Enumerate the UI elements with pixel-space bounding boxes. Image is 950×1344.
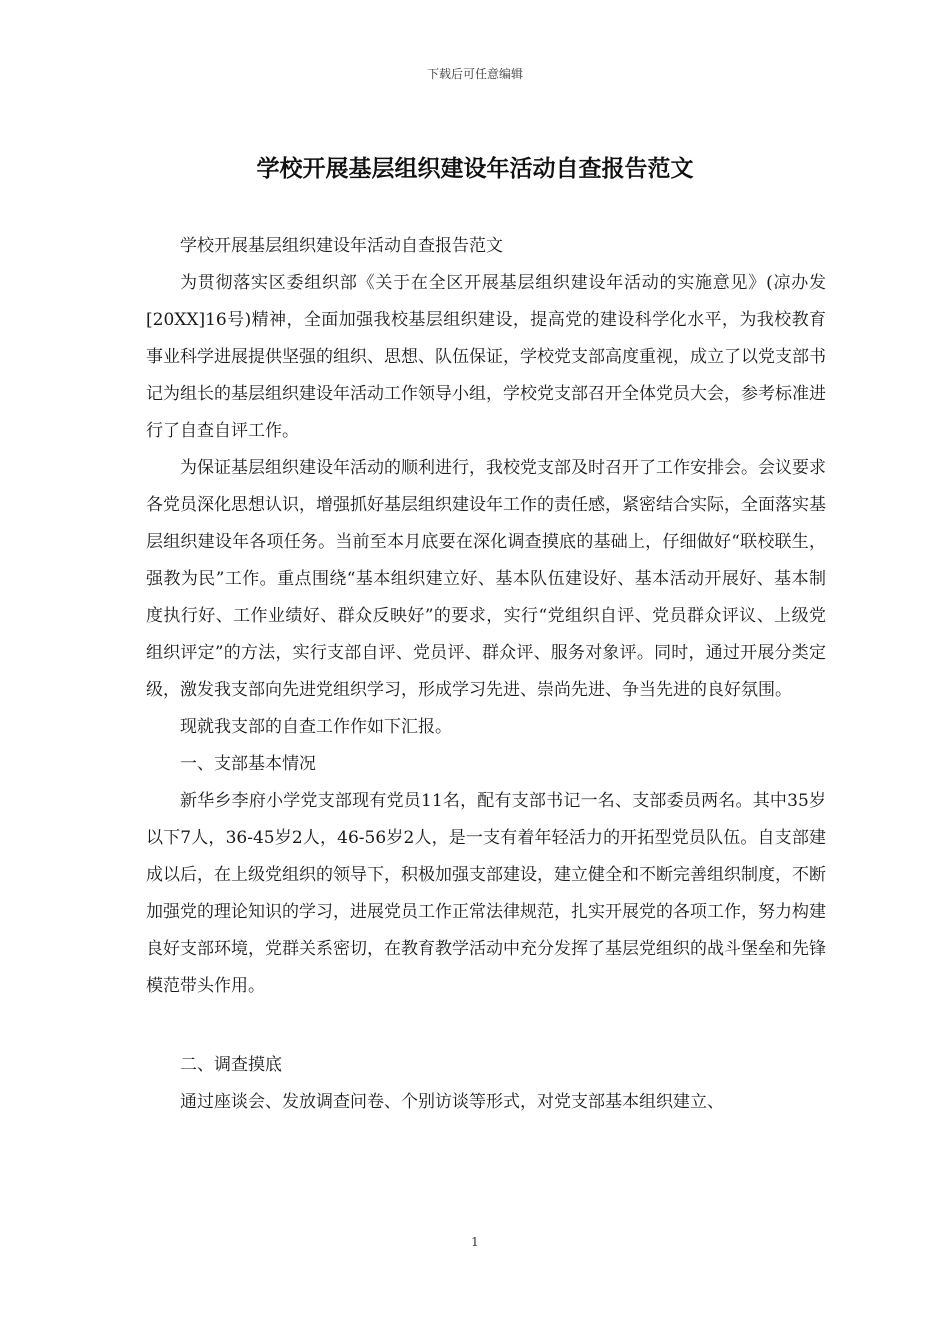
- page-header-note: 下载后可任意编辑: [426, 67, 523, 81]
- document-title: 学校开展基层组织建设年活动自查报告范文: [256, 155, 694, 182]
- page-number: 1: [471, 1235, 479, 1249]
- section-heading-1: 一、支部基本情况: [180, 754, 316, 774]
- paragraph-intro: 为贯彻落实区委组织部《关于在全区开展基层组织建设年活动的实施意见》(凉办发[20XX]16号)精神，全面加强我校基层组织建设，提高党的建设科学化水平，为我校教育事业科学进展提供坚强的组织、思想、队伍保证，学校党支部高度重视，成立了以党支部书记为组长的基层组织建设年活动工作领导小组，学校党支部召开全体党员大会，参考标准进行了自查自评工作。: [146, 273, 826, 441]
- section-gap: [146, 1005, 826, 1047]
- paragraph-branch-info: 新华乡李府小学党支部现有党员11名，配有支部书记一名、支部委员两名。其中35岁以下7人，36-45岁2人，46-56岁2人，是一支有着年轻活力的开拓型党员队伍。自支部建成以后，在上级党组织的领导下，积极加强支部建设，建立健全和不断完善组织制度，不断加强党的理论知识的学习，进展党员工作正常法律规范，扎实开展党的各项工作，努力构建良好支部环境，党群关系密切，在教育教学活动中充分发挥了基层党组织的战斗堡垒和先锋模范带头作用。: [146, 791, 826, 996]
- paragraph-arrangement: 为保证基层组织建设年活动的顺利进行，我校党支部及时召开了工作安排会。会议要求各党员深化思想认识，增强抓好基层组织建设年工作的责任感，紧密结合实际，全面落实基层组织建设年各项任务。当前至本月底要在深化调查摸底的基础上，仔细做好“联校联生，强教为民”工作。重点围绕“基本组织建立好、基本队伍建设好、基本活动开展好、基本制度执行好、工作业绩好、群众反映好”的要求，实行“党组织自评、党员群众评议、上级党组织评定”的方法，实行支部自评、党员评、群众评、服务对象评。同时，通过开展分类定级，激发我支部向先进党组织学习，形成学习先进、崇尚先进、争当先进的良好氛围。: [146, 458, 826, 700]
- section-heading-2: 二、调查摸底: [180, 1055, 282, 1075]
- document-body: [146, 228, 826, 1121]
- paragraph-report-lead: 现就我支部的自查工作作如下汇报。: [180, 717, 452, 737]
- paragraph-subtitle: 学校开展基层组织建设年活动自查报告范文: [180, 236, 503, 256]
- paragraph-survey: 通过座谈会、发放调查问卷、个别访谈等形式，对党支部基本组织建立、: [180, 1092, 724, 1112]
